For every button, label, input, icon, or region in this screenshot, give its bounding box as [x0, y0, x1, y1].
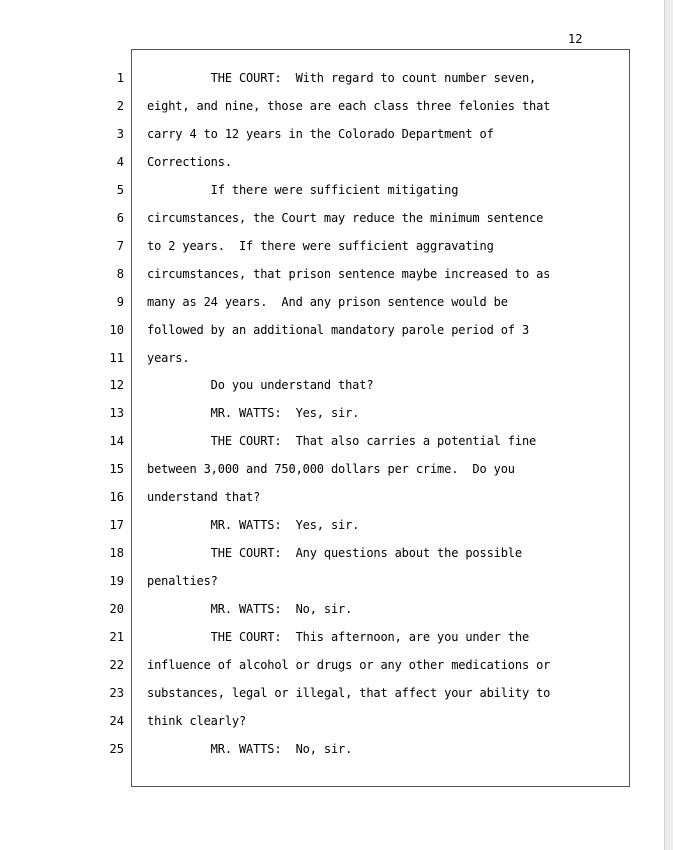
line-number: 19 — [109, 574, 124, 588]
line-number: 2 — [116, 99, 124, 113]
line-text: circumstances, that prison sentence maybe increased to as — [147, 267, 551, 281]
page-number: 12 — [568, 32, 583, 46]
line-number: 23 — [109, 686, 124, 700]
line-number: 4 — [116, 155, 124, 169]
line-text: penalties? — [147, 574, 218, 588]
line-number: 10 — [109, 323, 124, 337]
line-text: eight, and nine, those are each class three felonies that — [147, 99, 551, 113]
line-text: THE COURT: That also carries a potential fine — [147, 434, 537, 448]
line-text: MR. WATTS: Yes, sir. — [147, 518, 360, 532]
viewer-gutter — [664, 0, 673, 850]
line-text: influence of alcohol or drugs or any other medications or — [147, 658, 551, 672]
line-number: 15 — [109, 462, 124, 476]
line-number: 5 — [116, 183, 124, 197]
line-text: MR. WATTS: Yes, sir. — [147, 406, 360, 420]
line-number: 3 — [116, 127, 124, 141]
line-number: 17 — [109, 518, 124, 532]
line-number: 18 — [109, 546, 124, 560]
line-number: 14 — [109, 434, 124, 448]
line-text: Do you understand that? — [147, 378, 374, 392]
line-text: If there were sufficient mitigating — [147, 183, 459, 197]
line-number: 13 — [109, 406, 124, 420]
line-text: circumstances, the Court may reduce the minimum sentence — [147, 211, 544, 225]
line-text: think clearly? — [147, 714, 247, 728]
line-text: to 2 years. If there were sufficient aggravating — [147, 239, 494, 253]
line-text: THE COURT: With regard to count number seven, — [147, 71, 537, 85]
line-text: MR. WATTS: No, sir. — [147, 602, 353, 616]
line-text: substances, legal or illegal, that affect your ability to — [147, 686, 551, 700]
line-text: followed by an additional mandatory parole period of 3 — [147, 323, 530, 337]
line-number: 24 — [109, 714, 124, 728]
line-text: between 3,000 and 750,000 dollars per crime. Do you — [147, 462, 515, 476]
line-number: 25 — [109, 742, 124, 756]
line-number: 20 — [109, 602, 124, 616]
line-text: THE COURT: Any questions about the possible — [147, 546, 522, 560]
line-number: 21 — [109, 630, 124, 644]
line-text: understand that? — [147, 490, 261, 504]
line-number: 11 — [109, 351, 124, 365]
line-text: carry 4 to 12 years in the Colorado Department of — [147, 127, 494, 141]
line-text: many as 24 years. And any prison sentence would be — [147, 295, 508, 309]
line-number: 22 — [109, 658, 124, 672]
line-number: 16 — [109, 490, 124, 504]
line-number: 12 — [109, 378, 124, 392]
line-text: THE COURT: This afternoon, are you under the — [147, 630, 530, 644]
line-number: 6 — [116, 211, 124, 225]
line-text: years. — [147, 351, 190, 365]
line-text: Corrections. — [147, 155, 232, 169]
line-number: 8 — [116, 267, 124, 281]
line-number: 9 — [116, 295, 124, 309]
line-number: 1 — [116, 71, 124, 85]
line-number: 7 — [116, 239, 124, 253]
line-text: MR. WATTS: No, sir. — [147, 742, 353, 756]
